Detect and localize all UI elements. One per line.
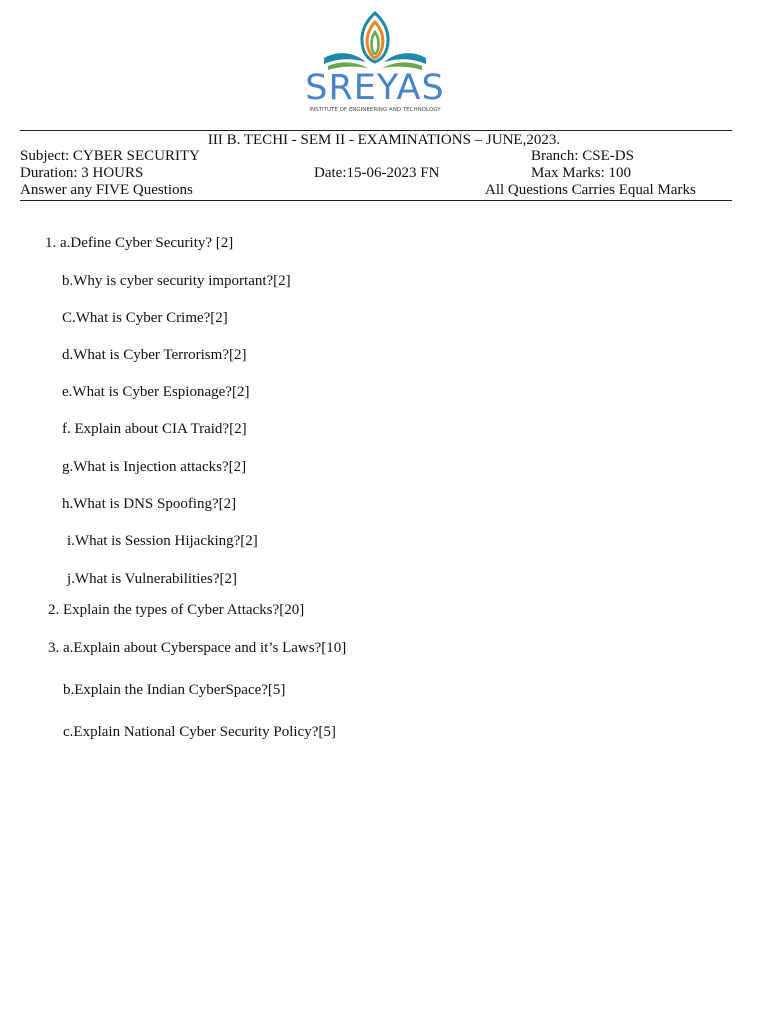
flame-emblem-icon	[316, 10, 434, 74]
exam-title: III B. TECHI - SEM II - EXAMINATIONS – JUNE,2023.	[207, 132, 561, 148]
marks-note-label: All Questions Carries Equal Marks	[485, 182, 696, 198]
institute-logo	[300, 10, 450, 112]
question-1d: d.What is Cyber Terrorism?[2]	[62, 347, 247, 363]
date-label: Date:15-06-2023 FN	[314, 165, 440, 181]
header-bottom-rule	[20, 200, 732, 201]
question-1a: 1. a.Define Cyber Security? [2]	[45, 235, 234, 251]
subject-label: Subject: CYBER SECURITY	[20, 148, 201, 164]
question-1f: f. Explain about CIA Traid?[2]	[62, 421, 247, 437]
question-1j: j.What is Vulnerabilities?[2]	[67, 571, 238, 587]
logo-wordmark: SREYAS	[305, 68, 445, 108]
question-1g: g.What is Injection attacks?[2]	[62, 459, 247, 475]
question-2: 2. Explain the types of Cyber Attacks?[20]	[48, 602, 305, 618]
instruction-label: Answer any FIVE Questions	[20, 182, 193, 198]
question-1i: i.What is Session Hijacking?[2]	[67, 533, 258, 549]
logo-tagline: INSTITUTE OF ENGINEERING AND TECHNOLOGY	[309, 107, 441, 113]
question-1h: h.What is DNS Spoofing?[2]	[62, 496, 237, 512]
question-3b: b.Explain the Indian CyberSpace?[5]	[63, 682, 286, 698]
duration-label: Duration: 3 HOURS	[20, 165, 144, 181]
question-1e: e.What is Cyber Espionage?[2]	[62, 384, 250, 400]
question-3c: c.Explain National Cyber Security Policy?[5]	[63, 724, 336, 740]
max-marks-label: Max Marks: 100	[531, 165, 631, 181]
question-1c: C.What is Cyber Crime?[2]	[62, 310, 228, 326]
question-1b: b.Why is cyber security important?[2]	[62, 273, 291, 289]
question-3a: 3. a.Explain about Cyberspace and it’s Laws?[10]	[48, 640, 347, 656]
branch-label: Branch: CSE-DS	[531, 148, 634, 164]
